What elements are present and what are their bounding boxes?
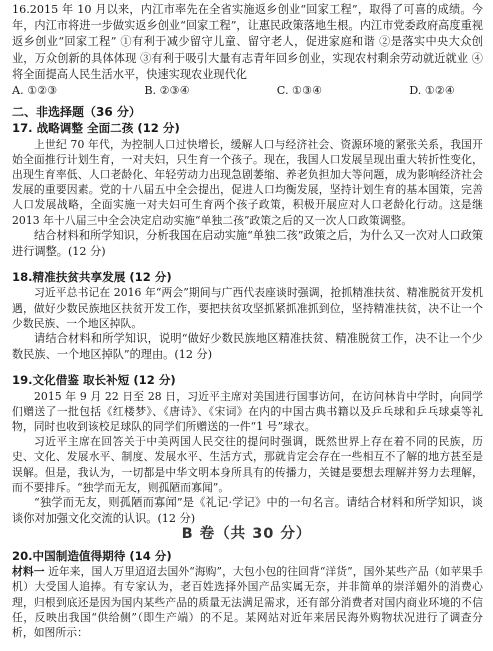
- option-b: B. ②③④: [144, 84, 190, 98]
- section-heading: 二、非选择题（36 分）: [12, 105, 141, 120]
- question-17-material: 上世纪 70 年代，为控制人口过快增长，缓解人口与经济社会、资源环境的紧张关系，我国开始全面推行计划生育，一对夫妇，只生育一个孩子。现在，我国人口发展呈现出重大转折性变化，出现生育率低、人口老龄化、年轻劳动力出现急剧萎缩、养老负担加大等问题，成为影响经济社会发展的重要因素。党的十八届五中全会提出，促进人口均衡发展，坚持计划生育的基本国策，完善人口发展战略，全面实施一对夫妇可生育两个孩子政策，积极开展应对人口老龄化行动。这是继 2013 年十八届三中全会决定启动实施“单独二孩”政策之后的又一次人口政策调整。: [12, 137, 483, 227]
- question-20-heading: 20.中国制造值得期待 (14 分): [12, 549, 172, 563]
- question-17-prompt: 结合材料和所学知识，分析我国在启动实施“单独二孩”政策之后，为什么又一次对人口政策进行调整。(12 分): [12, 228, 483, 259]
- question-17-heading: 17. 战略调整 全面二孩 (12 分): [12, 121, 180, 136]
- question-20-material-text: 近年来，国人万里迢迢去国外“海购”，大包小包的往回背“洋货”，国外某些产品（如苹果手机）大受国人追捧。有专家认为，老百姓选择外国产品实属无奈，并非简单的崇洋媚外的消费心理，归根到底还是因为国内某些产品的质量无法满足需求，还有部分消费者对国内商业环境的不信任，反映出我国“供给侧”（即生产端）的不足。某网站对近年来居民海外购物状况进行了调查分析，如图所示：: [12, 565, 483, 640]
- question-18-prompt: 请结合材料和所学知识，说明“做好少数民族地区精准扶贫、精准脱贫工作，决不让一个少数民族、一个地区掉队”的理由。(12 分): [12, 332, 483, 362]
- question-19-prompt: “独学而无友，则孤陋而寡闻”是《礼记·学记》中的一句名言。请结合材料和所学知识，谈谈你对加强文化交流的认识。(12 分): [12, 496, 483, 526]
- option-a: A. ①②③: [12, 84, 58, 98]
- question-18-heading: 18.精准扶贫共享发展 (12 分): [12, 270, 172, 285]
- option-c: C. ①③④: [276, 84, 323, 98]
- option-d: D. ①②④: [409, 84, 455, 98]
- question-20-material: [12, 564, 483, 640]
- question-19-material-1: 2015 年 9 月 22 日至 28 日，习近平主席对美国进行国事访问，在访问林肯中学时，向同学们赠送了一批包括《红楼梦》、《唐诗》、《宋词》在内的中国古典书籍以及乒乓球和乒乓球桌等礼物，同时也收到该校足球队的同学们所赠送的一件“1 号”球衣。: [12, 389, 483, 434]
- question-20: [12, 548, 483, 640]
- question-16-options: [12, 83, 483, 99]
- question-19-heading: 19.文化借鉴 取长补短 (12 分): [12, 373, 176, 388]
- material-label: 材料一: [12, 565, 45, 579]
- section-b-heading: B 卷（共 30 分）: [181, 526, 312, 542]
- question-19-material-2: 习近平主席在回答关于中美两国人民交往的提问时强调，既然世界上存在着不同的民族，历史、文化、发展水平、制度、发展水平、生活方式，那就肯定会存在一些相互不了解的地方甚至是误解。但是，我认为，一切都是中华文明本身所具有的传播力，关键是要想去理解并努力去理解，而不要排斥。“独学而无友，则孤陋而寡闻”。: [12, 435, 483, 494]
- question-18-material: 习近平总书记在 2016 年“两会”期间与广西代表座谈时强调，抢抓精准扶贫、精准脱贫开发机遇，做好少数民族地区扶贫开发工作，要把扶贫攻坚抓紧抓准抓到位，坚持精准扶贫，决不让一个少数民族、一个地区掉队。: [12, 286, 483, 330]
- question-16: 16.2015 年 10 月以来，内江市率先在全省实施返乡创业“回家工程”，取得了可喜的成绩。今年，内江市将进一步做实返乡创业“回家工程”，让惠民政策落地生根。内江市党委政府高度重视返乡创业“回家工程” ①有利于减少留守儿童、留守老人，促进家庭和谐 ②是落实中央大众创业，万众创新的具体体现 ③有利于吸引大量有志青年回乡创业，实现农村剩余劳动就近就业 ④将全面提高人民生活水平，快速实现农业现代化: [12, 3, 483, 81]
